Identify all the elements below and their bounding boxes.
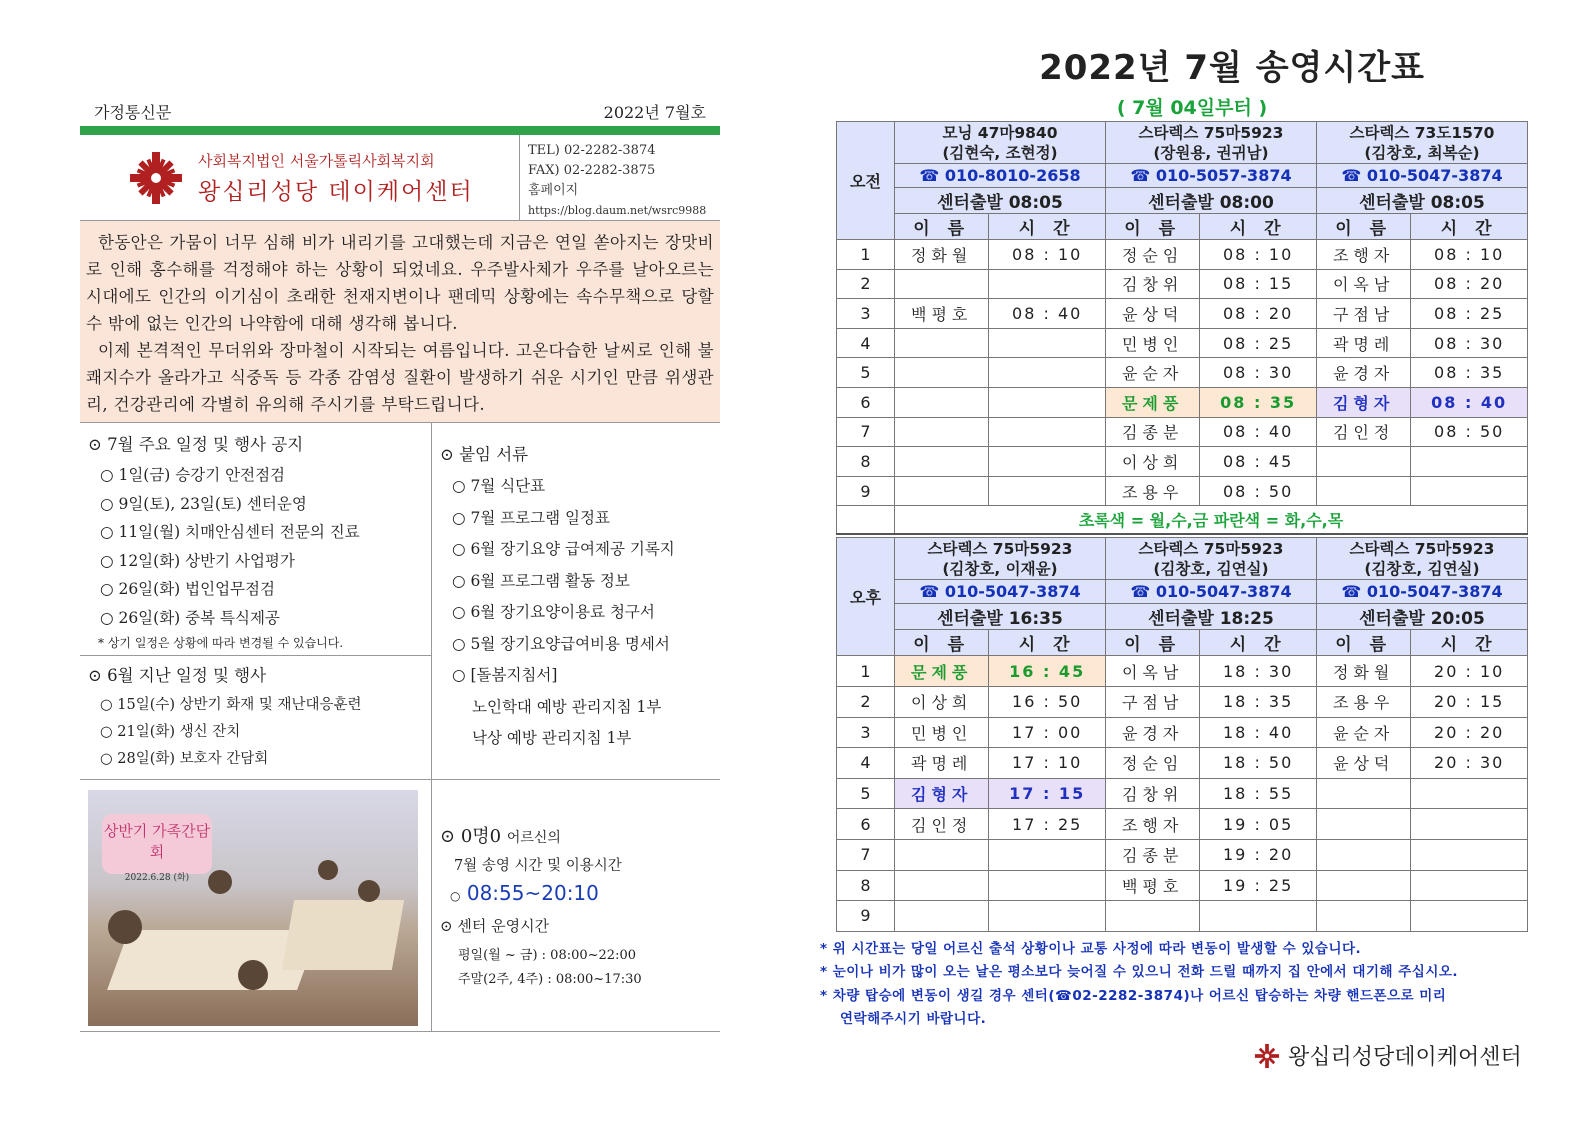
- row-number: 7: [837, 417, 895, 447]
- passenger-name: 윤순자: [1105, 358, 1199, 388]
- pickup-caption: 7월 송영 시간 및 이용시간: [454, 858, 622, 874]
- vehicle-drivers: (김창호, 김연실): [1153, 559, 1269, 578]
- passenger-name: [1316, 839, 1410, 870]
- homepage-url[interactable]: https://blog.daum.net/wsrc9988: [528, 204, 707, 217]
- vehicle-departure: 센터출발 08:00: [1105, 188, 1316, 214]
- row-number: 9: [837, 901, 895, 932]
- row-number: 7: [837, 839, 895, 870]
- row-number: 1: [837, 240, 895, 270]
- vehicle-header: [895, 122, 1106, 164]
- photo-person: [318, 860, 338, 880]
- passenger-name: 김종분: [1105, 417, 1199, 447]
- pickup-time: 08 : 40: [989, 299, 1106, 329]
- row-number: 2: [837, 269, 895, 299]
- passenger-name: [1105, 901, 1199, 932]
- passenger-name: 문제풍: [895, 656, 989, 687]
- col-header-time: 시 간: [1411, 214, 1528, 240]
- vehicle-departure: 센터출발 08:05: [895, 188, 1106, 214]
- attachment-item: ○ 5월 장기요양급여비용 명세서: [452, 634, 670, 653]
- timetable-row: [837, 417, 1528, 447]
- vehicle-phone[interactable]: ☎ 010-5047-3874: [1105, 580, 1316, 604]
- row-number: 9: [837, 476, 895, 506]
- attachment-item: ○ 6월 장기요양 급여제공 기록지: [452, 540, 675, 558]
- attachments: [432, 423, 720, 779]
- timetable-notes: [820, 938, 1528, 1032]
- pickup-time: [1411, 476, 1528, 506]
- june-events-title: ⊙ 6월 지난 일정 및 행사: [88, 666, 267, 685]
- pickup-time: 08 : 35: [1411, 358, 1528, 388]
- timetable-row: [837, 240, 1528, 270]
- timetable-row: [837, 839, 1528, 870]
- timetable-row: [837, 748, 1528, 779]
- pickup-time: [989, 870, 1106, 901]
- am-label: 오전: [837, 122, 895, 240]
- passenger-name: 이옥남: [1105, 656, 1199, 687]
- photo-banner-date: 2022.6.28 (화): [124, 873, 190, 883]
- pickup-time: 16 : 50: [989, 686, 1106, 717]
- pickup-time: 19 : 25: [1200, 870, 1317, 901]
- attachment-item: ○ 6월 프로그램 활동 정보: [452, 571, 630, 590]
- color-legend: 초록색 = 월,수,금 파란색 = 화,수,목: [895, 506, 1528, 534]
- timetable-row: [837, 358, 1528, 388]
- timetable-row: [837, 778, 1528, 809]
- pickup-time: [989, 447, 1106, 477]
- intro-paragraph-2: 이제 본격적인 무더위와 장마철이 시작되는 여름입니다. 고온다습한 날씨로 인해 불쾌지수가 올라가고 식중독 등 각종 감염성 질환이 발생하기 쉬운 시기인 만큼 위생관리, 건강관리에 각별히 유의해 주시기를 부탁드립니다.: [86, 341, 714, 414]
- row-number: 3: [837, 717, 895, 748]
- pickup-time: 08 : 25: [1411, 299, 1528, 329]
- row-number: 4: [837, 748, 895, 779]
- passenger-name: [1316, 447, 1410, 477]
- row-number: 6: [837, 387, 895, 417]
- vehicle-drivers: (김창호, 김연실): [1364, 559, 1480, 578]
- passenger-name: 조행자: [1105, 809, 1199, 840]
- pickup-time: [989, 358, 1106, 388]
- passenger-name: 김창위: [1105, 778, 1199, 809]
- passenger-name: 민병인: [1105, 328, 1199, 358]
- passenger-name: 곽명레: [1316, 328, 1410, 358]
- schedule-item: ○ 11일(월) 치매안심센터 전문의 진료: [100, 523, 360, 541]
- timetable-row: [837, 870, 1528, 901]
- vehicle-drivers: (김창호, 최복순): [1364, 143, 1480, 162]
- pickup-time: 20 : 15: [1411, 686, 1528, 717]
- attachment-item: ○ 6월 장기요양이용료 청구서: [452, 603, 655, 621]
- pickup-time: 08 : 25: [1200, 328, 1317, 358]
- schedule-item: ○ 26일(화) 중복 특식제공: [100, 608, 280, 627]
- pickup-time: [989, 839, 1106, 870]
- photo-person: [108, 910, 142, 944]
- vehicle-header: [1316, 538, 1527, 580]
- vehicle-header: [1316, 122, 1527, 164]
- newsletter: [80, 100, 720, 1032]
- past-item: ○ 21일(화) 생신 잔치: [100, 724, 241, 740]
- schedule-note: * 상기 일정은 상황에 따라 변경될 수 있습니다.: [98, 636, 344, 650]
- row-number: 1: [837, 656, 895, 687]
- attachment-subitem: 낙상 예방 관리지침 1부: [472, 729, 632, 747]
- passenger-name: [1316, 778, 1410, 809]
- pickup-time: 17 : 10: [989, 748, 1106, 779]
- pickup-time: 16 : 45: [989, 656, 1106, 687]
- pickup-time: 08 : 10: [989, 240, 1106, 270]
- senior-suffix: 어르신의: [506, 830, 561, 846]
- timetable-row: [837, 809, 1528, 840]
- col-header-name: 이 름: [1316, 214, 1410, 240]
- row-number: 6: [837, 809, 895, 840]
- pickup-time: 08 : 30: [1200, 358, 1317, 388]
- passenger-name: [895, 358, 989, 388]
- passenger-name: [895, 328, 989, 358]
- pickup-time: 17 : 15: [989, 778, 1106, 809]
- vehicle-drivers: (장원용, 권귀남): [1153, 143, 1269, 162]
- vehicle-header: [1105, 538, 1316, 580]
- passenger-name: 민병인: [895, 717, 989, 748]
- photo-banner-text: 상반기 가족간담회: [103, 822, 211, 861]
- homepage-label: 홈페이지: [528, 183, 579, 198]
- passenger-name: 곽명레: [895, 748, 989, 779]
- pickup-time: 20 : 20: [1411, 717, 1528, 748]
- pickup-heading: ⊙ 0명0 어르신의: [440, 826, 561, 847]
- timetable-title: 2022년 7월 송영시간표: [1039, 48, 1425, 88]
- pickup-time: 18 : 40: [1200, 717, 1317, 748]
- vehicle-car: 스타렉스 75마5923: [1349, 539, 1495, 558]
- pm-label: 오후: [837, 538, 895, 656]
- masthead: [80, 135, 720, 221]
- timetable-row: [837, 269, 1528, 299]
- timetable-row: [837, 656, 1528, 687]
- passenger-name: 김형자: [895, 778, 989, 809]
- passenger-name: 백평호: [1105, 870, 1199, 901]
- footer-center-name: 왕십리성당데이케어센터: [1288, 1045, 1522, 1070]
- past-item: ○ 28일(화) 보호자 간담회: [100, 751, 269, 767]
- caritas-cross-logo-icon: [128, 150, 184, 206]
- fax: FAX) 02-2282-3875: [528, 163, 656, 178]
- passenger-name: 이상희: [895, 686, 989, 717]
- pickup-time: [989, 901, 1106, 932]
- passenger-name: [1316, 809, 1410, 840]
- pickup-time: 08 : 20: [1411, 269, 1528, 299]
- passenger-name: 문제풍: [1105, 387, 1199, 417]
- passenger-name: 김형자: [1316, 387, 1410, 417]
- pickup-time: [1411, 870, 1528, 901]
- col-header-name: 이 름: [895, 630, 989, 656]
- vehicle-phone[interactable]: ☎ 010-5047-3874: [895, 580, 1106, 604]
- timetable-subtitle: ( 7월 04일부터 ): [1116, 97, 1268, 119]
- schedule-item: ○ 1일(금) 승강기 안전점검: [100, 466, 286, 484]
- passenger-name: [895, 447, 989, 477]
- legend-spacer: [837, 506, 895, 534]
- passenger-name: 백평호: [895, 299, 989, 329]
- passenger-name: [895, 839, 989, 870]
- pickup-time: [1411, 839, 1528, 870]
- passenger-name: [1316, 870, 1410, 901]
- vehicle-departure: 센터출발 16:35: [895, 604, 1106, 630]
- timetable-row: [837, 299, 1528, 329]
- center-name: 왕십리성당 데이케어센터: [198, 178, 474, 205]
- pickup-time: 08 : 15: [1200, 269, 1317, 299]
- pickup-time: [1411, 809, 1528, 840]
- pickup-time: 08 : 50: [1411, 417, 1528, 447]
- passenger-name: 김인정: [895, 809, 989, 840]
- pickup-time: [989, 269, 1106, 299]
- passenger-name: [1316, 476, 1410, 506]
- pickup-time: 18 : 35: [1200, 686, 1317, 717]
- note-line: 연락해주시기 바랍니다.: [840, 1011, 987, 1028]
- attachment-item: ○ [돌봄지침서]: [452, 666, 558, 684]
- row-number: 8: [837, 870, 895, 901]
- schedule-item: ○ 12일(화) 상반기 사업평가: [100, 551, 295, 570]
- vehicle-drivers: (김창호, 이재윤): [942, 559, 1058, 578]
- row-number: 2: [837, 686, 895, 717]
- passenger-name: 윤상덕: [1105, 299, 1199, 329]
- passenger-name: 구점남: [1105, 686, 1199, 717]
- org-name: 사회복지법인 서울가톨릭사회복지회: [198, 151, 435, 170]
- passenger-name: 윤경자: [1105, 717, 1199, 748]
- newsletter-header: [80, 100, 720, 124]
- vehicle-header: [895, 538, 1106, 580]
- passenger-name: 윤경자: [1316, 358, 1410, 388]
- passenger-name: [895, 269, 989, 299]
- pickup-time: 18 : 30: [1200, 656, 1317, 687]
- timetable-table: [836, 121, 1528, 932]
- passenger-name: 정화월: [895, 240, 989, 270]
- timetable-row: [837, 387, 1528, 417]
- passenger-name: 정순임: [1105, 748, 1199, 779]
- schedule-item: ○ 9일(토), 23일(토) 센터운영: [100, 494, 307, 513]
- timetable-row: [837, 447, 1528, 477]
- col-header-time: 시 간: [989, 630, 1106, 656]
- passenger-name: [895, 387, 989, 417]
- vehicle-header: [1105, 122, 1316, 164]
- col-header-name: 이 름: [1105, 214, 1199, 240]
- passenger-name: 조행자: [1316, 240, 1410, 270]
- passenger-name: [895, 417, 989, 447]
- family-meeting-photo: [88, 790, 418, 1026]
- caritas-cross-small-icon: [1254, 1043, 1280, 1069]
- vehicle-car: 스타렉스 75마5923: [1138, 539, 1284, 558]
- weekday-hours: 평일(월 ~ 금) : 08:00~22:00: [458, 948, 636, 963]
- pickup-time: 20 : 30: [1411, 748, 1528, 779]
- vehicle-departure: 센터출발 08:05: [1316, 188, 1527, 214]
- row-number: 4: [837, 328, 895, 358]
- timetable-row: [837, 901, 1528, 932]
- pickup-time: 08 : 10: [1200, 240, 1317, 270]
- vehicle-phone[interactable]: ☎ 010-5047-3874: [1316, 580, 1527, 604]
- pickup-time: 18 : 50: [1200, 748, 1317, 779]
- vehicle-departure: 센터출발 20:05: [1316, 604, 1527, 630]
- attachment-item: ○ 7월 식단표: [452, 477, 546, 495]
- photo-person: [208, 870, 232, 894]
- june-events: [80, 656, 431, 779]
- col-header-time: 시 간: [1411, 630, 1528, 656]
- row-number: 3: [837, 299, 895, 329]
- july-schedule: [80, 423, 431, 656]
- col-header-time: 시 간: [1200, 214, 1317, 240]
- photo-banner: [102, 814, 212, 883]
- pickup-timetable: [820, 40, 1528, 1032]
- photo-person: [238, 960, 268, 990]
- attachment-item: ○ 7월 프로그램 일정표: [452, 508, 610, 527]
- pickup-time: 20 : 10: [1411, 656, 1528, 687]
- col-header-time: 시 간: [989, 214, 1106, 240]
- july-schedule-title: ⊙ 7월 주요 일정 및 행사 공지: [88, 435, 304, 454]
- timetable-row: [837, 476, 1528, 506]
- pickup-time: 08 : 30: [1411, 328, 1528, 358]
- photo-person: [358, 880, 380, 902]
- passenger-name: 정순임: [1105, 240, 1199, 270]
- passenger-name: 정화월: [1316, 656, 1410, 687]
- service-hours: [432, 780, 720, 1031]
- row-number: 5: [837, 778, 895, 809]
- vehicle-car: 스타렉스 75마5923: [927, 539, 1073, 558]
- pickup-time-bullet: ○: [450, 889, 461, 903]
- passenger-name: 김인정: [1316, 417, 1410, 447]
- senior-name: 0명0: [460, 826, 502, 847]
- passenger-name: 윤순자: [1316, 717, 1410, 748]
- vehicle-phone[interactable]: ☎ 010-5047-3874: [1316, 164, 1527, 188]
- passenger-name: [895, 901, 989, 932]
- schedule-item: ○ 26일(화) 법인업무점검: [100, 580, 275, 598]
- pickup-time: [989, 328, 1106, 358]
- passenger-name: 김창위: [1105, 269, 1199, 299]
- timetable-row: [837, 686, 1528, 717]
- intro-paragraph-1: 한동안은 가뭄이 너무 심해 비가 내리기를 고대했는데 지금은 연일 쏟아지는 장맛비로 인해 홍수해를 걱정해야 하는 상황이 되었네요. 우주발사체가 우주를 날아오르는 시대에도 인간의 이기심이 초래한 천재지변이나 팬데믹 상황에는 속수무책으로 당할 수 밖에 없는 인간의 나약함에 대해 생각해 봅니다.: [86, 233, 714, 333]
- passenger-name: [895, 476, 989, 506]
- pickup-time-value: 08:55~20:10: [466, 881, 599, 905]
- pickup-time: [989, 387, 1106, 417]
- tel: TEL) 02-2282-3874: [528, 143, 656, 158]
- vehicle-car: 스타렉스 73도1570: [1349, 123, 1495, 142]
- pickup-time: [989, 476, 1106, 506]
- passenger-name: 김종분: [1105, 839, 1199, 870]
- pickup-time: 08 : 10: [1411, 240, 1528, 270]
- pickup-time: [1411, 901, 1528, 932]
- pickup-time: [989, 417, 1106, 447]
- operating-hours-title: ⊙ 센터 운영시간: [440, 917, 550, 935]
- row-number: 5: [837, 358, 895, 388]
- attachment-subitem: 노인학대 예방 관리지침 1부: [472, 697, 662, 716]
- pickup-time: 08 : 35: [1200, 387, 1317, 417]
- passenger-name: 이옥남: [1316, 269, 1410, 299]
- pickup-time: [450, 881, 712, 905]
- contact-info: [520, 135, 720, 220]
- newsletter-label: 가정통신문: [94, 103, 172, 122]
- vehicle-phone[interactable]: ☎ 010-5057-3874: [1105, 164, 1316, 188]
- col-header-name: 이 름: [1105, 630, 1199, 656]
- pickup-time: 08 : 50: [1200, 476, 1317, 506]
- pickup-time: 08 : 45: [1200, 447, 1317, 477]
- green-divider: [80, 126, 720, 135]
- vehicle-departure: 센터출발 18:25: [1105, 604, 1316, 630]
- passenger-name: 조용우: [1316, 686, 1410, 717]
- pickup-time: 19 : 05: [1200, 809, 1317, 840]
- col-header-name: 이 름: [1316, 630, 1410, 656]
- pickup-time: 08 : 20: [1200, 299, 1317, 329]
- passenger-name: 이상희: [1105, 447, 1199, 477]
- pickup-time: 17 : 25: [989, 809, 1106, 840]
- footer-brand: [1254, 1040, 1522, 1071]
- col-header-time: 시 간: [1200, 630, 1317, 656]
- pickup-time: 18 : 55: [1200, 778, 1317, 809]
- note-line: * 차량 탑승에 변동이 생길 경우 센터(☎02-2282-3874)나 어르신 탑승하는 차량 핸드폰으로 미리: [820, 987, 1447, 1004]
- col-header-name: 이 름: [895, 214, 989, 240]
- attachments-title: ⊙ 붙임 서류: [440, 445, 529, 464]
- note-line: * 위 시간표는 당일 어르신 출석 상황이나 교통 사정에 따라 변동이 발생할 수 있습니다.: [820, 940, 1362, 957]
- timetable-row: [837, 717, 1528, 748]
- vehicle-phone[interactable]: ☎ 010-8010-2658: [895, 164, 1106, 188]
- passenger-name: 조용우: [1105, 476, 1199, 506]
- photo-table: [282, 900, 404, 970]
- pickup-time: [1411, 447, 1528, 477]
- pickup-time: 08 : 40: [1200, 417, 1317, 447]
- vehicle-car: 스타렉스 75마5923: [1138, 123, 1284, 142]
- pickup-time: 19 : 20: [1200, 839, 1317, 870]
- row-number: 8: [837, 447, 895, 477]
- passenger-name: 윤상덕: [1316, 748, 1410, 779]
- passenger-name: 구점남: [1316, 299, 1410, 329]
- masthead-brand: [80, 135, 520, 220]
- passenger-name: [1316, 901, 1410, 932]
- vehicle-drivers: (김현숙, 조현정): [942, 143, 1058, 162]
- weekend-hours: 주말(2주, 4주) : 08:00~17:30: [458, 972, 642, 987]
- pickup-time: [1200, 901, 1317, 932]
- newsletter-issue: 2022년 7월호: [603, 103, 706, 122]
- intro-message: [80, 221, 720, 423]
- past-item: ○ 15일(수) 상반기 화재 및 재난대응훈련: [100, 697, 362, 713]
- note-line: * 눈이나 비가 많이 오는 날은 평소보다 늦어질 수 있으니 전화 드릴 때까지 집 안에서 대기해 주십시오.: [820, 964, 1459, 981]
- pickup-time: 17 : 00: [989, 717, 1106, 748]
- passenger-name: [895, 870, 989, 901]
- pickup-time: [1411, 778, 1528, 809]
- pickup-time: 08 : 40: [1411, 387, 1528, 417]
- vehicle-car: 모닝 47마9840: [942, 123, 1058, 142]
- timetable-row: [837, 328, 1528, 358]
